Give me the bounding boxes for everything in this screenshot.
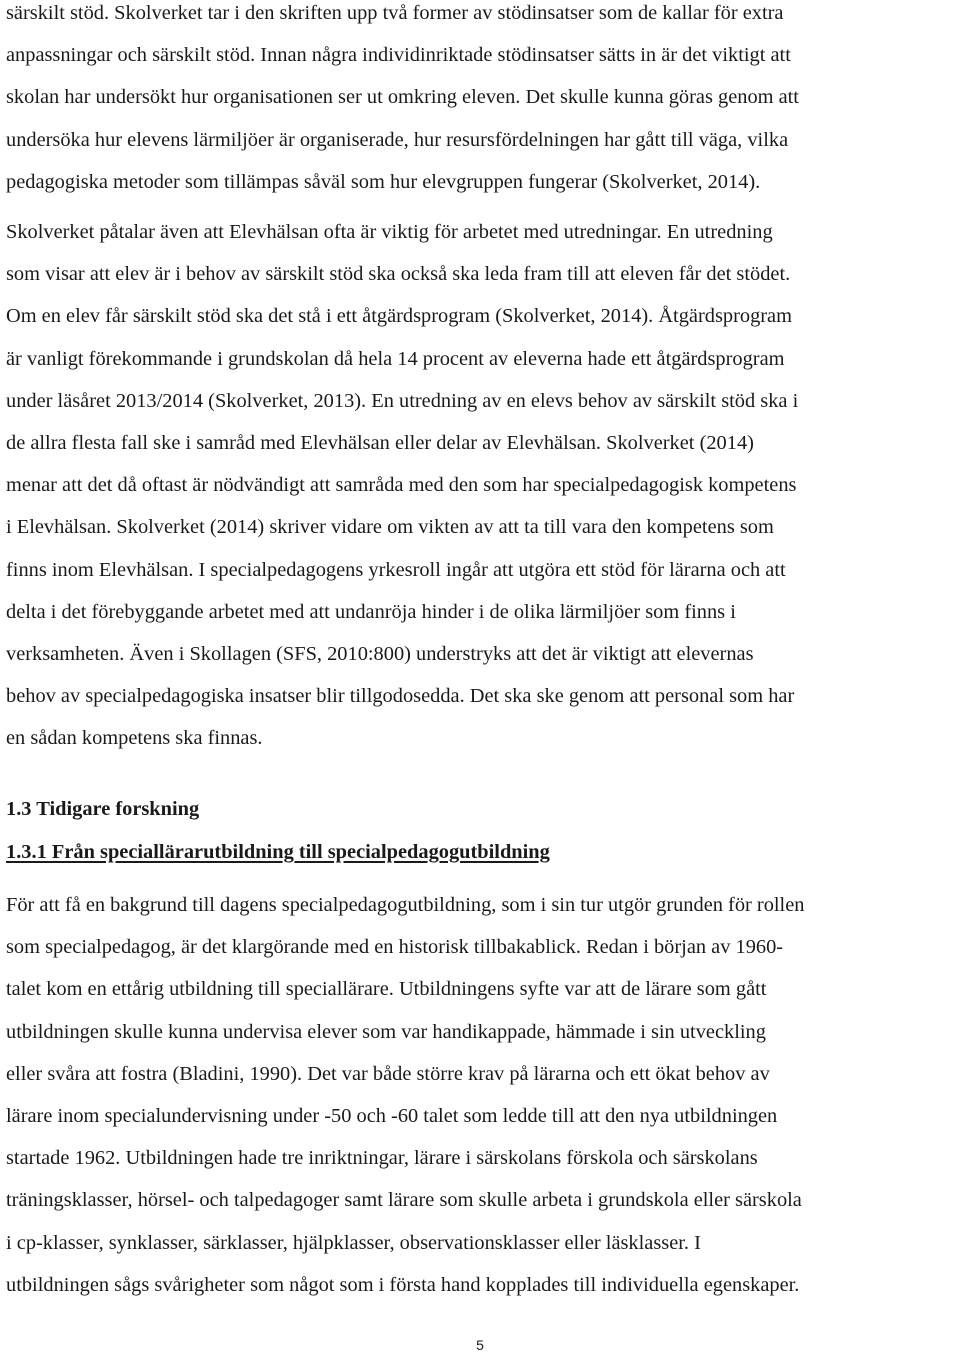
text-line: delta i det förebyggande arbetet med att undanröja hinder i de olika lärmiljöer som finns i — [6, 600, 736, 623]
text-line: talet kom en ettårig utbildning till speciallärare. Utbildningens syfte var att de lärare som gått — [6, 978, 767, 1001]
text-line: pedagogiska metoder som tillämpas såväl som hur elevgruppen fungerar (Skolverket, 2014). — [6, 170, 761, 193]
text-line: startade 1962. Utbildningen hade tre inriktningar, lärare i särskolans förskola och särskolans — [6, 1147, 758, 1170]
text-line: lärare inom specialundervisning under -50 och -60 talet som ledde till att den nya utbildningen — [6, 1104, 778, 1127]
body-paragraph-1 — [6, 0, 799, 203]
text-line: eller svåra att fostra (Bladini, 1990). Det var både större krav på lärarna och ett ökat behov av — [6, 1062, 770, 1085]
text-line: utbildningen skulle kunna undervisa elever som var handikappade, hämmade i sin utveckling — [6, 1020, 766, 1043]
section-heading: 1.3 Tidigare forskning — [6, 798, 200, 820]
text-line: verksamheten. Även i Skollagen (SFS, 2010:800) understryks att det är viktigt att elevernas — [6, 642, 754, 665]
text-line: anpassningar och särskilt stöd. Innan några individinriktade stödinsatser sätts in är det viktigt att — [6, 44, 791, 67]
text-line: behov av specialpedagogiska insatser blir tillgodosedda. Det ska ske genom att personal som har — [6, 685, 795, 708]
text-line: särskilt stöd. Skolverket tar i den skriften upp två former av stödinsatser som de kallar för extra — [6, 2, 784, 24]
body-paragraph-3 — [6, 884, 804, 1306]
subsection-heading: 1.3.1 Från speciallärarutbildning till specialpedagogutbildning — [6, 841, 550, 863]
page-number: 5 — [476, 1337, 484, 1353]
text-line: i cp-klasser, synklasser, särklasser, hjälpklasser, observationsklasser eller läsklasser. I — [6, 1231, 701, 1254]
text-line: under läsåret 2013/2014 (Skolverket, 2013). En utredning av en elevs behov av särskilt stöd ska i — [6, 389, 799, 412]
text-line: undersöka hur elevens lärmiljöer är organiserade, hur resursfördelningen har gått till väga, vilka — [6, 128, 789, 151]
text-line: är vanligt förekommande i grundskolan då hela 14 procent av eleverna hade ett åtgärdsprogram — [6, 347, 785, 370]
text-line: som visar att elev är i behov av särskilt stöd ska också ska leda fram till att eleven får det stödet. — [6, 263, 791, 286]
text-line: menar att det då oftast är nödvändigt att samråda med den som har specialpedagogisk kompetens — [6, 474, 797, 497]
text-line: Skolverket påtalar även att Elevhälsan ofta är viktig för arbetet med utredningar. En utredning — [6, 221, 773, 243]
text-line: skolan har undersökt hur organisationen ser ut omkring eleven. Det skulle kunna göras genom att — [6, 86, 799, 109]
text-line: utbildningen sågs svårigheter som något som i första hand kopplades till individuella egenskaper. — [6, 1273, 800, 1296]
text-line: För att få en bakgrund till dagens specialpedagogutbildning, som i sin tur utgör grunden för rollen — [6, 894, 805, 916]
text-line: träningsklasser, hörsel- och talpedagoger samt lärare som skulle arbeta i grundskola eller särskola — [6, 1189, 802, 1212]
text-line: de allra flesta fall ske i samråd med Elevhälsan eller delar av Elevhälsan. Skolverket (2014) — [6, 431, 754, 454]
text-line: en sådan kompetens ska finnas. — [6, 727, 263, 750]
text-line: som specialpedagog, är det klargörande med en historisk tillbakablick. Redan i början av 1960- — [6, 936, 784, 959]
body-paragraph-2 — [6, 211, 798, 759]
text-line: i Elevhälsan. Skolverket (2014) skriver vidare om vikten av att ta till vara den kompetens som — [6, 516, 774, 539]
text-line: finns inom Elevhälsan. I specialpedagogens yrkesroll ingår att utgöra ett stöd för lärarna och att — [6, 558, 786, 581]
text-line: Om en elev får särskilt stöd ska det stå i ett åtgärdsprogram (Skolverket, 2014). Åtgärdsprogram — [6, 305, 792, 328]
